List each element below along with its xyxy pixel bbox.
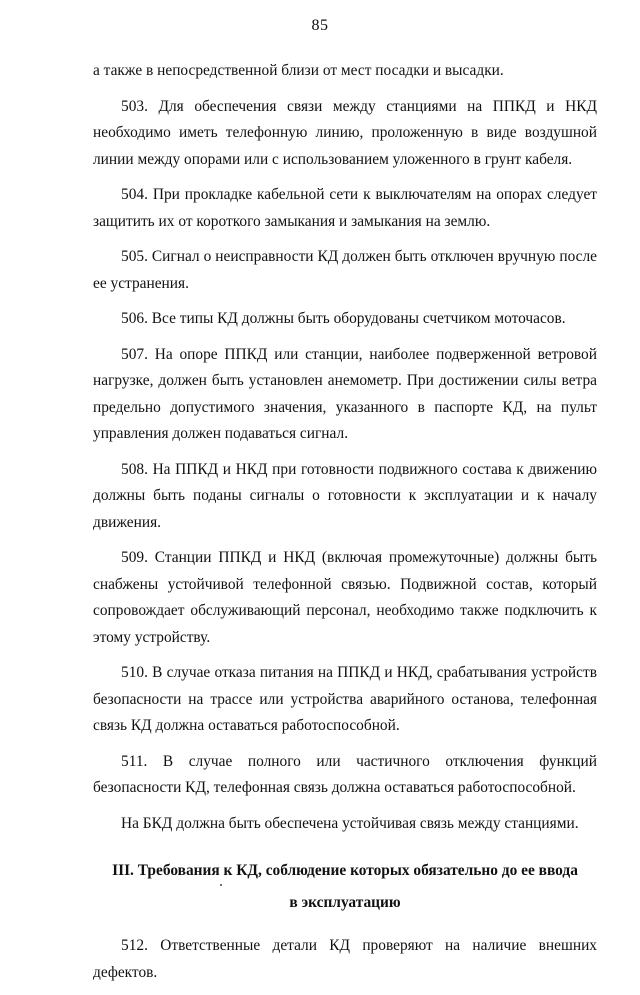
paragraph-506: 506. Все типы КД должны быть оборудованы счетчиком моточасов. — [121, 310, 566, 327]
paragraph-507: 507. На опоре ППКД или станции, наиболее подверженной ветровой нагрузке, должен быть установлен анемометр. При достижении силы ветра предельно допустимого значения, указанного в паспорте КД, на пульт управления должен подаваться сигнал. — [93, 345, 597, 442]
paragraph-505: 505. Сигнал о неисправности КД должен быть отключен вручную после ее устранения. — [93, 248, 597, 292]
paragraph-509: 509. Станции ППКД и НКД (включая промежуточные) должны быть снабжены устойчивой телефонной связью. Подвижной состав, который сопровождает обслуживающий персонал, необходимо также подключить к этому устройству. — [93, 549, 597, 646]
section-heading-iii — [93, 855, 597, 919]
paragraph-510: 510. В случае отказа питания на ППКД и НКД, срабатывания устройств безопасности на трассе или устройства аварийного останова, телефонная связь КД должна оставаться работоспособной. — [93, 664, 597, 734]
page-number: 85 — [311, 17, 329, 34]
paragraph-bkd-communication: На БКД должна быть обеспечена устойчивая связь между станциями. — [121, 814, 579, 832]
paragraph-512: 512. Ответственные детали КД проверяют на наличие внешних дефектов. — [93, 937, 597, 981]
document-body — [93, 58, 597, 995]
scan-speck — [220, 884, 222, 886]
paragraph-511: 511. В случае полного или частичного отключения функций безопасности КД, телефонная связь должна оставаться работоспособной. — [93, 752, 597, 796]
section-heading-line-2: в эксплуатацию — [289, 894, 401, 911]
paragraph-503: 503. Для обеспечения связи между станциями на ППКД и НКД необходимо иметь телефонную линию, проложенную в виде воздушной линии между опорами или с использованием уложенного в грунт кабеля. — [93, 97, 597, 168]
paragraph-508: 508. На ППКД и НКД при готовности подвижного состава к движению должны быть поданы сигналы о готовности к эксплуатации и к началу движения. — [93, 460, 597, 531]
paragraph-504: 504. При прокладке кабельной сети к выключателям на опорах следует защитить их от короткого замыкания и замыкания на землю. — [93, 186, 597, 230]
section-heading-line-1: III. Требования к КД, соблюдение которых обязательно до ее ввода — [112, 862, 578, 879]
paragraph-continuation: а также в непосредственной близи от мест посадки и высадки. — [93, 62, 504, 79]
